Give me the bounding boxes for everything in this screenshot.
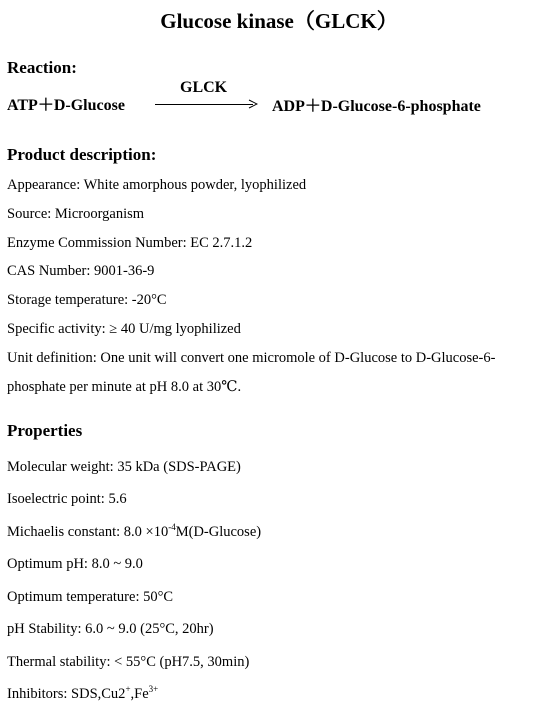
cas-number-line: CAS Number: 9001-36-9 bbox=[7, 263, 155, 279]
reaction-substrates: ATP＋D-Glucose bbox=[7, 97, 125, 114]
inhibitors-line bbox=[7, 686, 158, 703]
cu-charge: + bbox=[125, 684, 131, 694]
michaelis-exponent: -4 bbox=[168, 522, 176, 532]
inhibitors-prefix: Inhibitors: SDS,Cu2 bbox=[7, 686, 126, 702]
reaction-products: ADP＋D-Glucose-6-phosphate bbox=[272, 98, 481, 115]
reaction-heading: Reaction: bbox=[7, 58, 77, 77]
specific-activity-line: Specific activity: ≥ 40 U/mg lyophilized bbox=[7, 321, 241, 337]
properties-heading: Properties bbox=[7, 421, 83, 440]
product-description-heading: Product description: bbox=[7, 145, 157, 164]
arrow-head-icon bbox=[248, 99, 258, 109]
fe-charge: 3+ bbox=[148, 684, 159, 694]
inhibitors-mid: ,Fe bbox=[130, 686, 149, 702]
molecular-weight-line: Molecular weight: 35 kDa (SDS-PAGE) bbox=[7, 459, 241, 475]
ph-stability-line: pH Stability: 6.0 ~ 9.0 (25°C, 20hr) bbox=[7, 621, 214, 637]
ec-number-line: Enzyme Commission Number: EC 2.7.1.2 bbox=[7, 235, 253, 251]
michaelis-constant-line bbox=[7, 524, 261, 541]
optimum-temperature-line: Optimum temperature: 50°C bbox=[7, 589, 174, 605]
unit-definition-line-2: phosphate per minute at pH 8.0 at 30℃. bbox=[7, 379, 242, 395]
michaelis-prefix: Michaelis constant: 8.0 ×10 bbox=[7, 524, 169, 540]
unit-definition-line: Unit definition: One unit will convert one micromole of D-Glucose to D-Glucose-6- bbox=[7, 350, 496, 366]
isoelectric-point-line: Isoelectric point: 5.6 bbox=[7, 491, 127, 507]
reaction-enzyme: GLCK bbox=[180, 79, 228, 96]
optimum-ph-line: Optimum pH: 8.0 ~ 9.0 bbox=[7, 556, 143, 572]
reaction-arrow bbox=[155, 104, 253, 105]
page-title: Glucose kinase（GLCK） bbox=[160, 9, 398, 33]
michaelis-suffix: M(D-Glucose) bbox=[175, 524, 262, 540]
thermal-stability-line: Thermal stability: < 55°C (pH7.5, 30min) bbox=[7, 654, 250, 670]
storage-temperature-line: Storage temperature: -20°C bbox=[7, 292, 167, 308]
source-line: Source: Microorganism bbox=[7, 206, 145, 222]
appearance-line: Appearance: White amorphous powder, lyophilized bbox=[7, 177, 307, 193]
